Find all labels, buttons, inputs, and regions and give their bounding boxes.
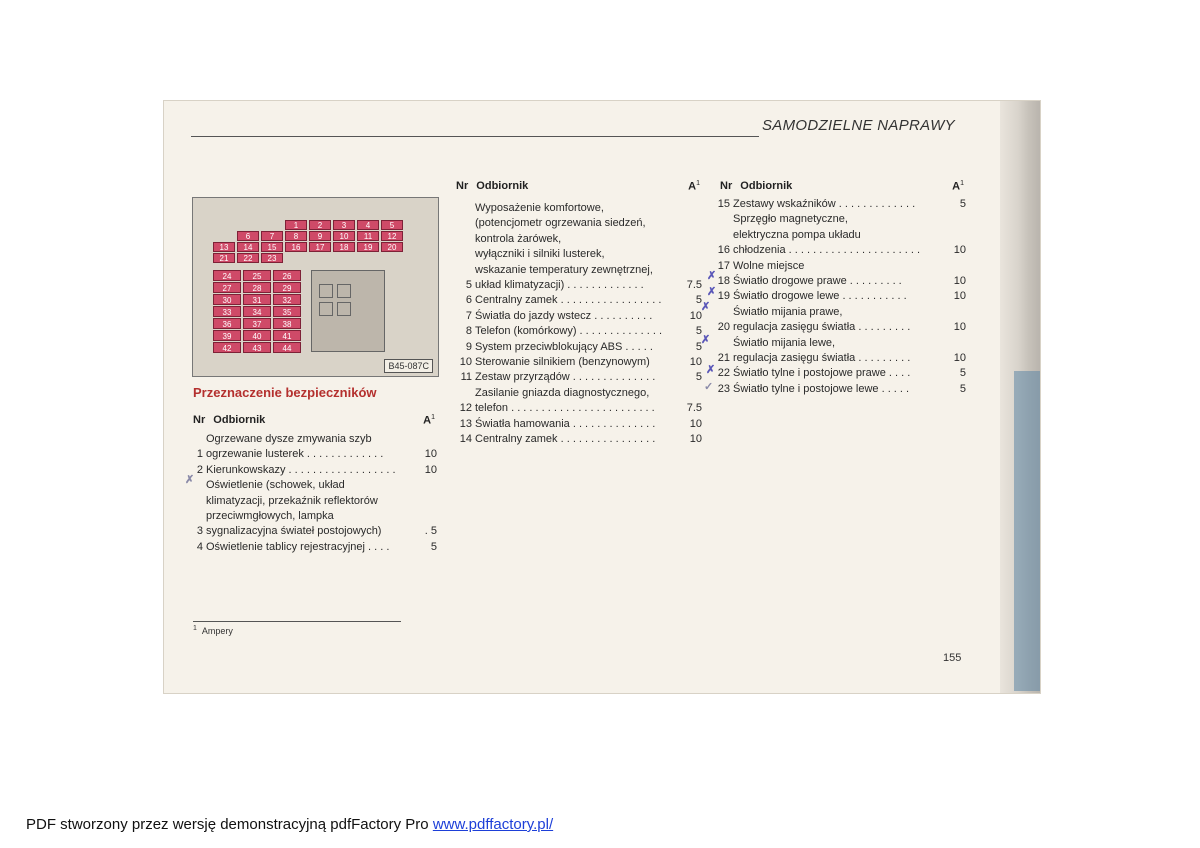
fuse-receiver: Światło drogowe prawe . . . . . . . . . [733,275,902,288]
fuse-number: 9 [465,340,472,353]
section-title: SAMODZIELNE NAPRAWY [762,117,955,134]
fuse-slot: 11 [357,231,379,241]
fuse-number: 6 [465,294,472,307]
pen-mark: ✗ [701,334,711,346]
fuse-slot: 10 [333,231,355,241]
fuse-row [454,386,702,417]
fuse-number: 11 [460,371,472,384]
fuse-slot: 7 [261,231,283,241]
fuse-row [454,309,702,324]
fuse-assignment-heading: Przeznaczenie bezpieczników [193,385,377,400]
fuse-row [712,259,966,274]
fuse-slot: 26 [273,270,301,281]
pen-mark: ✗ [185,474,195,486]
fuse-slot: 17 [309,242,331,252]
fuse-row [712,336,966,367]
fuse-list-column-3 [712,197,966,397]
fuse-slot: 1 [285,220,307,230]
fuse-receiver: Światła hamowania . . . . . . . . . . . . . . [475,417,656,430]
fuse-slot: 12 [381,231,403,241]
fuse-row [712,212,966,258]
fuse-list-column-2 [454,201,702,448]
fuse-amperage: 7.5 [686,279,702,292]
figure-code: B45-087C [384,359,433,373]
fuse-amperage: 10 [689,433,702,446]
fuse-row [454,355,702,370]
fuse-slot: 36 [213,318,241,329]
column-nr-label: Nr [720,180,733,192]
relay-socket [319,302,333,316]
fuse-receiver: Kierunkowskazy . . . . . . . . . . . . . . . . . . [206,463,396,476]
fuse-amperage: 10 [953,290,966,303]
fuse-slot: 23 [261,253,283,263]
fuse-amperage: 10 [953,321,966,334]
fuse-number: 1 [196,448,203,461]
fuse-slot: 22 [237,253,259,263]
fuse-slot: 41 [273,330,301,341]
fuse-amperage: 10 [689,417,702,430]
pdf-credit [26,816,553,833]
fuse-slot: 43 [243,342,271,353]
fuse-receiver: System przeciwblokujący ABS . . . . . [475,340,653,353]
fuse-number: 14 [459,433,472,446]
page-number: 155 [943,652,962,664]
fuse-number: 15 [717,198,730,210]
fuse-number: 4 [196,540,203,553]
fuse-receiver: Oświetlenie tablicy rejestracyjnej . . . . [206,540,390,553]
fuse-row [454,293,702,308]
fuse-slot: 34 [243,306,271,317]
fuse-amperage: 7.5 [686,402,702,415]
footnote-rule [193,621,401,622]
fuse-receiver: Telefon (komórkowy) . . . . . . . . . . . . . . [475,325,663,338]
fuse-receiver: Zestaw przyrządów . . . . . . . . . . . . . . [475,371,656,384]
fuse-slot: 14 [237,242,259,252]
fuse-slot: 38 [273,318,301,329]
fuse-row [712,305,966,336]
fuse-number: 17 [717,259,730,272]
fuse-number: 10 [459,356,472,369]
fuse-slot: 5 [381,220,403,230]
fuse-number: 22 [717,367,730,380]
fuse-amperage: 5 [959,382,966,395]
relay-socket [337,284,351,298]
fuse-slot: 24 [213,270,241,281]
fuse-receiver: Światła do jazdy wstecz . . . . . . . . . . [475,309,653,322]
fuse-slot: 18 [333,242,355,252]
fuse-slot: 21 [213,253,235,263]
column-nr-label: Nr [456,180,469,192]
fuse-amperage: 5 [695,294,702,307]
fuse-slot: 8 [285,231,307,241]
column-receiver-label: Odbiornik [213,414,266,426]
fuse-amperage: 10 [424,463,437,476]
column-amp-label: $A^1$ [423,414,435,427]
fuse-receiver: Centralny zamek . . . . . . . . . . . . . . . . . [475,294,662,307]
fuse-row [712,366,966,381]
relay-socket [319,284,333,298]
fuse-slot: 42 [213,342,241,353]
fuse-row [712,289,966,304]
fuse-slot: 6 [237,231,259,241]
fuse-number: 18 [717,275,730,288]
fuse-slot: 15 [261,242,283,252]
fuse-amperage: 10 [953,352,966,365]
fuse-receiver: Centralny zamek . . . . . . . . . . . . . . . . [475,433,656,446]
fuse-number: 23 [717,382,730,395]
fuse-amperage: 10 [689,309,702,322]
pdffactory-link[interactable]: www.pdffactory.pl/ [432,816,554,833]
fuse-amperage: 10 [953,275,966,288]
fuse-amperage: . 5 [424,525,437,538]
fuse-slot: 35 [273,306,301,317]
column-header-1 [193,414,435,426]
fuse-row [454,417,702,432]
fuse-slot: 37 [243,318,271,329]
fuse-row [712,274,966,289]
fuse-receiver: Wolne miejsce [733,259,805,272]
scanned-manual-page [163,100,1041,694]
header-rule [191,136,759,137]
fuse-receiver: Sprzęgło magnetyczne, elektryczna pompa układu chłodzenia . . . . . . . . . . . . . . . . . . . . . . [733,213,921,257]
fuse-amperage: 5 [695,340,702,353]
fuse-row [712,197,966,212]
column-amp-label: $A^1$ [688,180,700,193]
fuse-receiver: Ogrzewane dysze zmywania szyb ogrzewanie lusterek . . . . . . . . . . . . . [206,433,384,461]
fuse-slot: 40 [243,330,271,341]
fuse-amperage: 10 [424,448,437,461]
fuse-slot: 16 [285,242,307,252]
fuse-number: 13 [459,417,472,430]
fuse-row [454,324,702,339]
fuse-amperage: 5 [695,371,702,384]
fuse-slot: 30 [213,294,241,305]
footnote: $^1$ Ampery [193,625,233,636]
fuse-receiver: Światło mijania prawe, regulacja zasięgu światła . . . . . . . . . [733,305,911,334]
fuse-number: 2 [196,463,203,476]
fuse-receiver: Światło tylne i postojowe lewe . . . . . [733,382,910,395]
page-edge-shadow [1014,371,1040,691]
fuse-amperage: 5 [959,198,966,210]
fuse-slot: 4 [357,220,379,230]
fuse-number: 3 [196,525,203,538]
column-amp-label: $A^1$ [952,180,964,193]
fuse-slot: 29 [273,282,301,293]
pen-mark: ✗ [701,301,711,313]
fuse-row [454,432,702,447]
fuse-number: 19 [717,290,730,303]
fuse-row [191,463,437,478]
fuse-row [191,478,437,540]
fuse-number: 21 [717,352,730,365]
pen-mark: ✓ [704,381,714,393]
column-receiver-label: Odbiornik [476,180,529,192]
fuse-slot: 13 [213,242,235,252]
fuse-row [712,382,966,397]
fuse-number: 8 [465,325,472,338]
column-nr-label: Nr [193,414,206,426]
pen-mark: ✗ [707,286,717,298]
fuse-amperage: 5 [695,325,702,338]
fuse-slot: 3 [333,220,355,230]
fuse-receiver: Światło mijania lewe, regulacja zasięgu światła . . . . . . . . . [733,336,911,365]
fuse-slot: 28 [243,282,271,293]
fuse-receiver: Zestawy wskaźników . . . . . . . . . . . . . [733,198,916,210]
fuse-receiver: Wyposażenie komfortowe, (potencjometr ogrzewania siedzeń, kontrola żarówek, wyłączniki i silniki lusterek, wskazanie temperatury zewnętrznej, układ klimatyzacji) . . . . . . . . . . . . . [475,202,653,292]
fuse-number: 16 [717,244,730,257]
column-header-3 [720,180,964,192]
fuse-amperage: 5 [430,540,437,553]
fuse-list-column-1 [191,432,437,555]
pdf-credit-text: PDF stworzony przez wersję demonstracyjną pdfFactory Pro [26,816,433,833]
fuse-receiver: Światło tylne i postojowe prawe . . . . [733,367,911,380]
fuse-row [191,432,437,463]
fuse-slot: 19 [357,242,379,252]
fuse-row [191,540,437,555]
column-receiver-label: Odbiornik [740,180,793,192]
fuse-box-diagram [192,197,439,377]
fuse-slot: 44 [273,342,301,353]
column-header-2 [456,180,700,192]
fuse-number: 7 [465,309,472,322]
fuse-slot: 25 [243,270,271,281]
fuse-slot: 20 [381,242,403,252]
fuse-amperage: 10 [689,356,702,369]
fuse-amperage: 5 [959,367,966,380]
fuse-slot: 31 [243,294,271,305]
fuse-slot: 27 [213,282,241,293]
fuse-number: 20 [717,321,730,334]
fuse-row [454,201,702,293]
pen-mark: ✗ [706,364,716,376]
fuse-row [454,370,702,385]
fuse-number: 5 [465,279,472,292]
relay-socket [337,302,351,316]
fuse-receiver: Oświetlenie (schowek, układ klimatyzacji, przekaźnik reflektorów przeciwmgłowych, lampka sygnalizacyjna świateł postojowych) [206,479,382,538]
pen-mark: ✗ [707,270,717,282]
fuse-slot: 9 [309,231,331,241]
fuse-number: 12 [459,402,472,415]
fuse-slot: 2 [309,220,331,230]
fuse-receiver: Zasilanie gniazda diagnostycznego, telefon . . . . . . . . . . . . . . . . . . . . . . . . [475,386,655,415]
fuse-receiver: Światło drogowe lewe . . . . . . . . . . . [733,290,907,303]
fuse-slot: 39 [213,330,241,341]
fuse-slot: 32 [273,294,301,305]
fuse-slot: 33 [213,306,241,317]
fuse-row [454,340,702,355]
fuse-receiver: Sterowanie silnikiem (benzynowym) [475,356,650,369]
fuse-amperage: 10 [953,244,966,257]
